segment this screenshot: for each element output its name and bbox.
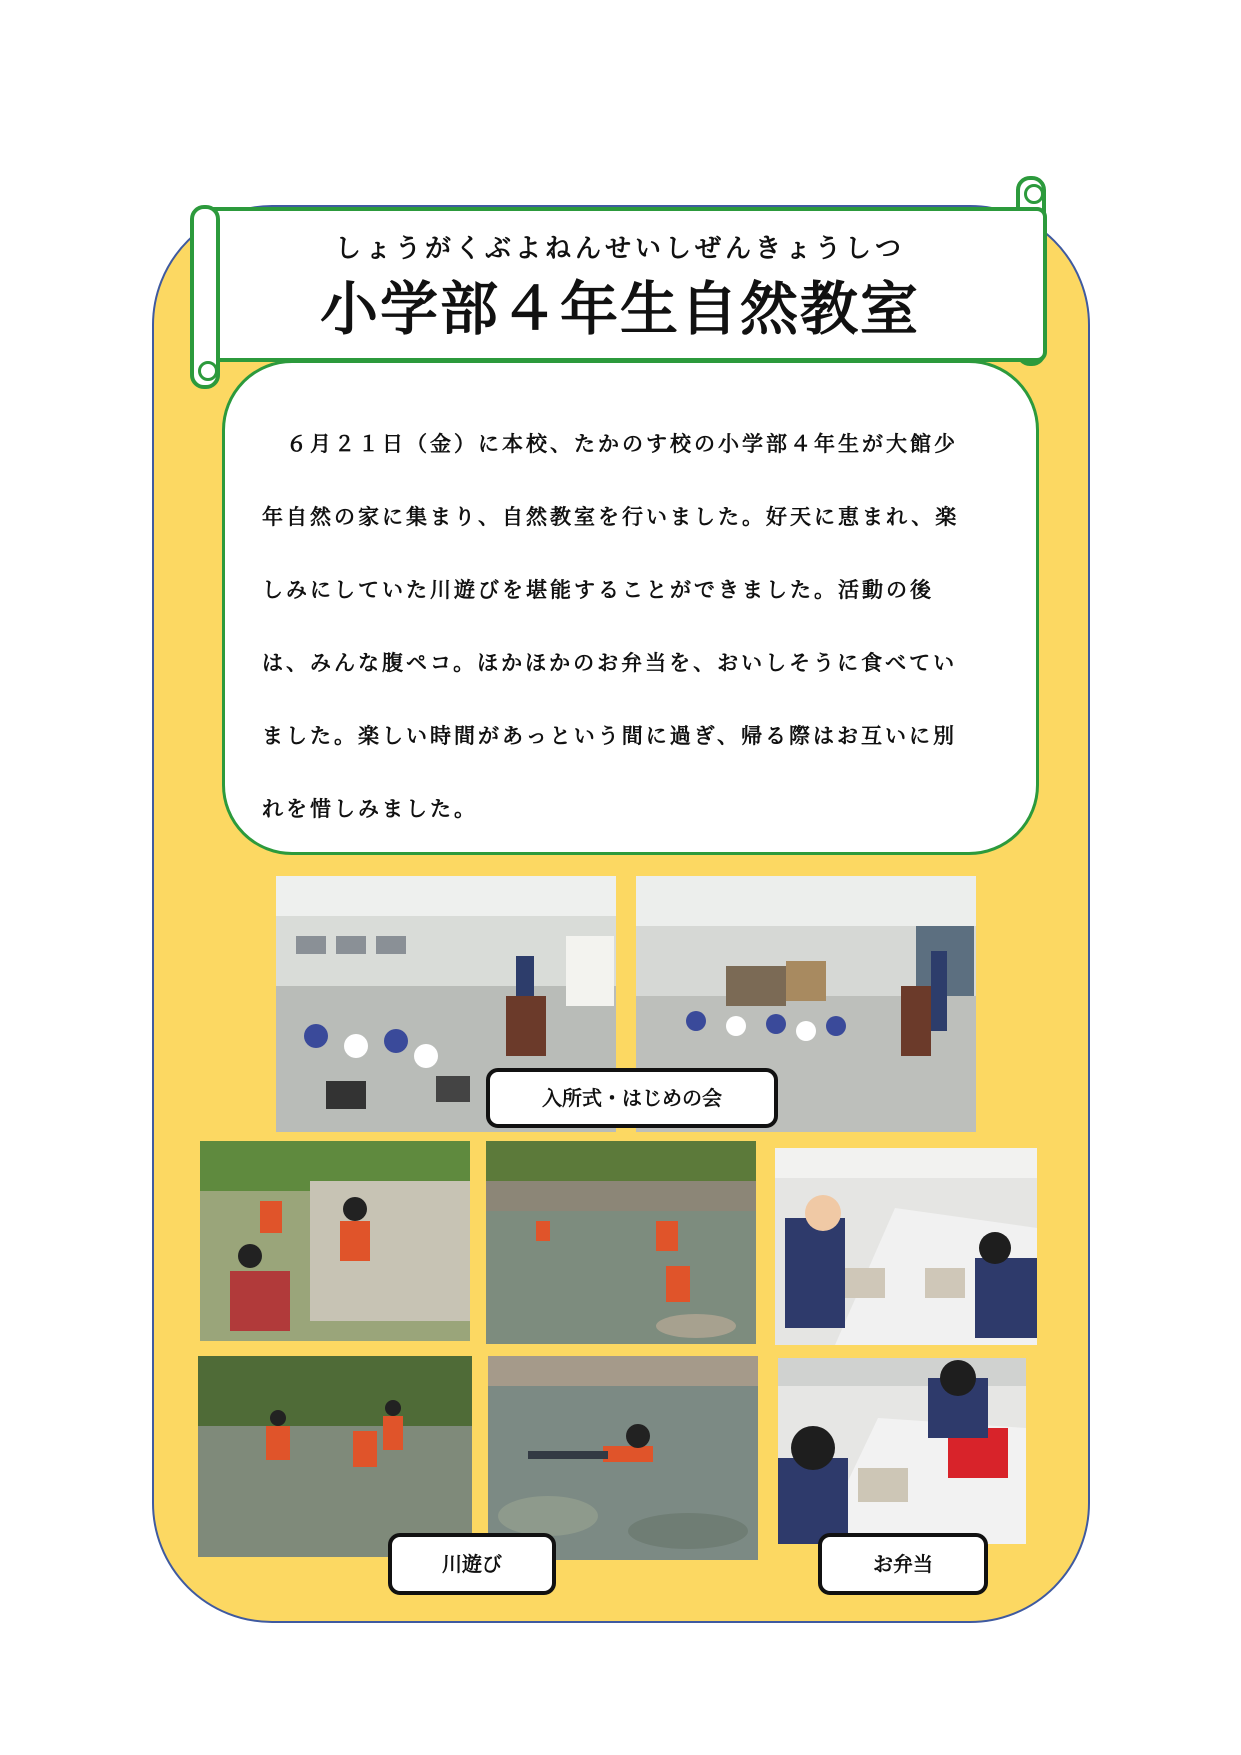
photo-river-1 — [200, 1141, 470, 1341]
photo-lunch-2 — [778, 1358, 1026, 1544]
photo-river-2 — [486, 1141, 756, 1344]
page-title: 小学部４年生自然教室 — [319, 275, 920, 343]
photo-river-4 — [488, 1356, 758, 1560]
label-opening-ceremony: 入所式・はじめの会 — [486, 1068, 778, 1128]
label-river-play: 川遊び — [388, 1533, 556, 1595]
scroll-curl-left — [190, 205, 220, 389]
label-lunch: お弁当 — [818, 1533, 988, 1595]
title-ruby: しょうがくぶよねんせいしぜんきょうしつ — [334, 234, 905, 264]
photo-lunch-1 — [775, 1148, 1037, 1345]
report-paragraph: ６月２１日（金）に本校、たかのす校の小学部４年生が大館少 年自然の家に集まり、自然教室を行いました。好天に恵まれ、楽 しみにしていた川遊びを堪能することができました。活動の後 は、みんな腹ペコ。ほかほかのお弁当を、おいしそうに食べてい ました。楽しい時間があっという間に過ぎ、帰る際はお互いに別 れを惜しみました。 — [262, 432, 960, 821]
photo-river-3 — [198, 1356, 472, 1557]
